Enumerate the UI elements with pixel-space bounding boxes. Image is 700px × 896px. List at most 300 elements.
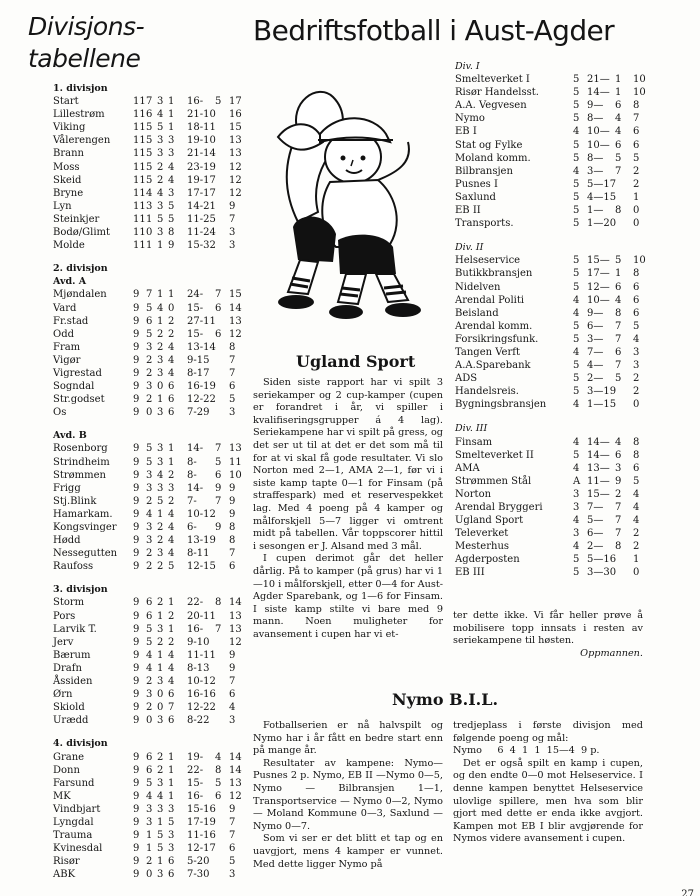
table-cell: 2 bbox=[615, 488, 622, 500]
table-cell: 0 bbox=[633, 205, 640, 217]
table-cell: 9-10 bbox=[187, 636, 210, 648]
table-cell: 4 bbox=[573, 399, 580, 411]
table-cell: 0 bbox=[157, 381, 164, 393]
table-row bbox=[53, 714, 248, 727]
team-name: Strømmen bbox=[53, 469, 106, 481]
table-cell: A bbox=[573, 475, 581, 487]
table-cell: 6 bbox=[615, 449, 622, 461]
team-name: Nessegutten bbox=[53, 548, 118, 560]
table-cell: 4 bbox=[157, 790, 164, 802]
table-cell: 12-22 bbox=[187, 702, 216, 714]
table-cell: 2 bbox=[157, 561, 164, 573]
team-name: Finsam bbox=[455, 436, 493, 448]
league-heading: Avd. B bbox=[53, 430, 87, 442]
table-cell: 9 bbox=[133, 777, 140, 789]
table-cell: 11-24 bbox=[187, 227, 216, 239]
table-row bbox=[455, 307, 650, 320]
table-cell: 13 bbox=[229, 623, 242, 635]
table-row bbox=[53, 367, 248, 380]
table-cell: 2 bbox=[146, 676, 153, 688]
table-cell: 5 bbox=[229, 394, 236, 406]
table-cell: 7-29 bbox=[187, 407, 210, 419]
table-cell: 9 bbox=[133, 394, 140, 406]
league-block bbox=[53, 583, 248, 727]
nymo-paragraph: Fotballserien er nå halvspilt og Nymo har i år fått en bedre start enn på mange år. bbox=[253, 720, 443, 757]
table-cell: 9 bbox=[215, 482, 222, 494]
league-block bbox=[53, 262, 248, 419]
table-cell: 5 bbox=[633, 475, 640, 487]
table-cell: 6 bbox=[615, 100, 622, 112]
team-name: Risør Handelsst. bbox=[455, 87, 539, 99]
team-name: Os bbox=[53, 407, 67, 419]
table-cell: 11 bbox=[133, 240, 146, 252]
table-cell: 2 bbox=[157, 341, 164, 353]
table-row bbox=[455, 294, 650, 307]
table-cell: 2 bbox=[633, 528, 640, 540]
table-cell: 8 bbox=[633, 268, 640, 280]
table-cell: 3 bbox=[229, 869, 236, 881]
team-name: Vard bbox=[53, 302, 77, 314]
table-cell: 21— bbox=[587, 74, 610, 86]
table-cell: 9 bbox=[229, 482, 236, 494]
table-row bbox=[53, 777, 248, 790]
team-name: Åssiden bbox=[53, 676, 93, 688]
table-cell: 5 bbox=[168, 200, 175, 212]
table-row bbox=[53, 174, 248, 187]
table-cell: 4 bbox=[615, 126, 622, 138]
table-cell: 5 bbox=[573, 373, 580, 385]
table-cell: 1 bbox=[168, 109, 175, 121]
table-cell: 3 bbox=[573, 488, 580, 500]
table-cell: 13 bbox=[229, 777, 242, 789]
table-cell: 7 bbox=[615, 515, 622, 527]
table-cell: 11 bbox=[133, 135, 146, 147]
table-cell: 8 bbox=[633, 100, 640, 112]
ugland-paragraph: ter dette ikke. Vi får heller prøve å mobilisere topp innsats i resten av seriekampene til høsten. bbox=[453, 610, 643, 647]
table-cell: 5 bbox=[215, 456, 222, 468]
table-cell: 9 bbox=[133, 561, 140, 573]
table-row bbox=[53, 868, 248, 881]
table-row bbox=[53, 226, 248, 239]
table-cell: 9 bbox=[229, 803, 236, 815]
table-cell: 1 bbox=[168, 751, 175, 763]
table-cell: 3 bbox=[615, 462, 622, 474]
table-cell: 5 bbox=[615, 255, 622, 267]
table-cell: 2 bbox=[168, 636, 175, 648]
table-cell: 5 bbox=[573, 255, 580, 267]
table-cell: 5 bbox=[573, 113, 580, 125]
table-cell: 14— bbox=[587, 87, 610, 99]
nymo-paragraph: tredjeplass i første divisjon med følgende poeng og mål: bbox=[453, 720, 643, 744]
table-cell: 9 bbox=[133, 381, 140, 393]
table-row bbox=[53, 456, 248, 469]
team-name: Frigg bbox=[53, 482, 81, 494]
table-cell: 7 bbox=[215, 289, 222, 301]
division-block bbox=[455, 60, 650, 230]
table-cell: 6 bbox=[633, 281, 640, 293]
table-cell: 5 bbox=[573, 333, 580, 345]
table-cell: 4 bbox=[615, 294, 622, 306]
table-cell: 9 bbox=[133, 407, 140, 419]
table-row bbox=[455, 398, 650, 411]
table-cell: 6 bbox=[229, 561, 236, 573]
table-cell: 2 bbox=[157, 535, 164, 547]
table-cell: 9 bbox=[229, 649, 236, 661]
table-cell: 15 bbox=[229, 289, 242, 301]
team-name: Moland komm. bbox=[455, 152, 531, 164]
table-cell: 3 bbox=[157, 227, 164, 239]
table-row bbox=[53, 790, 248, 803]
table-cell: 5 bbox=[168, 816, 175, 828]
table-cell: 9 bbox=[133, 522, 140, 533]
table-cell: 7 bbox=[615, 333, 622, 345]
table-cell: 3 bbox=[146, 200, 153, 212]
table-cell: 8- bbox=[187, 456, 197, 468]
table-row bbox=[455, 112, 650, 125]
table-cell: 4 bbox=[168, 508, 175, 520]
team-name: EB III bbox=[455, 567, 485, 579]
nymo-text-col2 bbox=[453, 720, 643, 846]
table-cell: 4 bbox=[168, 535, 175, 547]
table-cell: 13— bbox=[587, 462, 610, 474]
table-cell: 4 bbox=[168, 548, 175, 560]
table-cell: 5 bbox=[157, 830, 164, 842]
table-cell: 2 bbox=[633, 386, 640, 398]
table-cell: 4 bbox=[633, 515, 640, 527]
team-name: EB I bbox=[455, 126, 477, 138]
table-cell: 17-17 bbox=[187, 187, 216, 199]
table-cell: 1 bbox=[157, 610, 164, 622]
table-cell: 3—19 bbox=[587, 386, 617, 398]
table-cell: 7 bbox=[615, 502, 622, 513]
table-cell: 1 bbox=[615, 74, 622, 86]
table-row bbox=[455, 488, 650, 501]
table-row bbox=[53, 596, 248, 609]
table-row bbox=[53, 95, 248, 108]
table-cell: 6 bbox=[146, 597, 153, 609]
table-cell: 9 bbox=[133, 456, 140, 468]
table-row bbox=[455, 333, 650, 346]
team-name: Helseservice bbox=[455, 255, 521, 267]
table-cell: 6 bbox=[168, 689, 175, 701]
table-cell: 3 bbox=[229, 240, 236, 252]
table-cell: 1 bbox=[633, 554, 640, 566]
table-cell: 3 bbox=[157, 200, 164, 212]
table-cell: 1— bbox=[587, 205, 604, 217]
team-name: Storm bbox=[53, 597, 85, 609]
team-name: A.A.Sparebank bbox=[455, 360, 531, 372]
table-cell: 8— bbox=[587, 152, 604, 164]
table-cell: 6— bbox=[587, 528, 604, 540]
table-cell: 21-10 bbox=[187, 109, 216, 121]
table-cell: 15- bbox=[187, 777, 204, 789]
table-cell: 12 bbox=[229, 174, 242, 186]
table-cell: 9 bbox=[133, 764, 140, 776]
table-cell: 3 bbox=[633, 346, 640, 358]
nymo-heading: Nymo B.I.L. bbox=[392, 690, 499, 709]
table-cell: 2 bbox=[168, 610, 175, 622]
team-name: Jerv bbox=[53, 636, 74, 648]
table-cell: 1 bbox=[157, 240, 164, 252]
table-cell: 4 bbox=[215, 751, 222, 763]
table-cell: 6 bbox=[615, 346, 622, 358]
table-row bbox=[455, 385, 650, 398]
table-cell: 6 bbox=[229, 843, 236, 855]
table-cell: 9— bbox=[587, 307, 604, 319]
table-cell: 7 bbox=[229, 816, 236, 828]
table-cell: 9 bbox=[133, 289, 140, 301]
league-block bbox=[53, 429, 248, 573]
team-name: Vigrestad bbox=[53, 367, 102, 379]
ugland-signature: Oppmannen. bbox=[580, 647, 643, 659]
table-cell: 5 bbox=[157, 213, 164, 225]
table-cell: 12 bbox=[229, 161, 242, 173]
table-cell: 6 bbox=[146, 109, 153, 121]
team-name: Strømmen Stål bbox=[455, 475, 532, 487]
table-cell: 3 bbox=[633, 360, 640, 372]
table-cell: 5 bbox=[573, 178, 580, 190]
team-name: Fram bbox=[53, 341, 81, 353]
table-cell: 5 bbox=[146, 122, 153, 134]
table-cell: 2 bbox=[157, 522, 164, 533]
table-cell: 5 bbox=[573, 268, 580, 280]
table-cell: 3 bbox=[229, 227, 236, 239]
table-cell: 2 bbox=[146, 354, 153, 366]
table-cell: 1 bbox=[157, 508, 164, 520]
team-name: Rosenborg bbox=[53, 443, 108, 455]
table-cell: 5 bbox=[146, 777, 153, 789]
table-cell: 6 bbox=[633, 307, 640, 319]
team-name: Norton bbox=[455, 488, 492, 500]
table-cell: 16-19 bbox=[187, 381, 216, 393]
table-cell: 1 bbox=[168, 764, 175, 776]
table-cell: 3 bbox=[157, 548, 164, 560]
table-cell: 6 bbox=[215, 469, 222, 481]
table-cell: 9 bbox=[133, 649, 140, 661]
table-cell: 9 bbox=[133, 803, 140, 815]
table-cell: 4 bbox=[229, 702, 236, 714]
table-cell: 12-17 bbox=[187, 843, 216, 855]
table-cell: 11 bbox=[133, 161, 146, 173]
table-cell: 4—15 bbox=[587, 191, 617, 203]
table-cell: 6 bbox=[615, 139, 622, 151]
table-cell: 15 bbox=[229, 122, 242, 134]
table-cell: 7— bbox=[587, 502, 604, 513]
table-row bbox=[455, 475, 650, 488]
table-cell: 1 bbox=[168, 597, 175, 609]
table-cell: 9 bbox=[133, 790, 140, 802]
table-cell: 2 bbox=[146, 702, 153, 714]
table-row bbox=[455, 540, 650, 553]
table-cell: 8-13 bbox=[187, 662, 210, 674]
table-cell: 8 bbox=[168, 227, 175, 239]
table-cell: 8-17 bbox=[187, 367, 210, 379]
team-name: Str.godset bbox=[53, 394, 105, 406]
team-name: Lyn bbox=[53, 200, 72, 212]
table-cell: 4 bbox=[146, 508, 153, 520]
table-cell: 10-12 bbox=[187, 508, 216, 520]
table-row bbox=[455, 73, 650, 86]
table-cell: 3 bbox=[146, 469, 153, 481]
team-name: EB II bbox=[455, 205, 481, 217]
table-cell: 15— bbox=[587, 255, 610, 267]
table-row bbox=[53, 302, 248, 315]
table-cell: 19-10 bbox=[187, 135, 216, 147]
team-name: Arendal Politi bbox=[455, 294, 525, 306]
section-title-line2: tabellene bbox=[28, 44, 141, 73]
table-cell: 7 bbox=[229, 676, 236, 688]
table-row bbox=[455, 566, 650, 579]
table-cell: 3 bbox=[157, 135, 164, 147]
table-cell: 12-22 bbox=[187, 394, 216, 406]
team-name: Mesterhus bbox=[455, 541, 510, 553]
table-cell: 5 bbox=[573, 567, 580, 579]
table-row bbox=[53, 341, 248, 354]
team-name: Kvinesdal bbox=[53, 843, 103, 855]
table-row bbox=[455, 462, 650, 475]
table-cell: 6 bbox=[168, 394, 175, 406]
team-name: Arendal komm. bbox=[455, 320, 533, 332]
table-cell: 4 bbox=[157, 109, 164, 121]
table-row bbox=[455, 254, 650, 267]
table-cell: 4 bbox=[157, 302, 164, 314]
team-name: AMA bbox=[455, 462, 480, 474]
table-row bbox=[455, 267, 650, 280]
table-cell: 3—30 bbox=[587, 567, 617, 579]
table-cell: 2— bbox=[587, 373, 604, 385]
team-name: Sogndal bbox=[53, 381, 95, 393]
table-cell: 6 bbox=[633, 126, 640, 138]
table-row bbox=[455, 320, 650, 333]
table-cell: 12 bbox=[229, 187, 242, 199]
table-cell: 5 bbox=[573, 100, 580, 112]
division-heading: Div. III bbox=[455, 423, 488, 435]
table-cell: 5 bbox=[573, 320, 580, 332]
table-cell: 9 bbox=[133, 535, 140, 547]
table-cell: 5—16 bbox=[587, 554, 617, 566]
table-cell: 5 bbox=[573, 281, 580, 293]
team-name: Arendal Bryggeri bbox=[455, 502, 543, 513]
table-cell: 10-12 bbox=[187, 676, 216, 688]
team-name: Odd bbox=[53, 328, 75, 340]
table-cell: 9 bbox=[133, 443, 140, 455]
table-cell: 6 bbox=[215, 790, 222, 802]
table-cell: 2 bbox=[168, 315, 175, 327]
table-cell: 4 bbox=[168, 522, 175, 533]
table-cell: 8- bbox=[187, 469, 197, 481]
table-cell: 5 bbox=[146, 174, 153, 186]
table-cell: 12— bbox=[587, 281, 610, 293]
team-name: Risør bbox=[53, 856, 80, 868]
team-name: Bygningsbransjen bbox=[455, 399, 547, 411]
table-cell: 14 bbox=[229, 751, 242, 763]
team-name: Hødd bbox=[53, 535, 81, 547]
team-name: Molde bbox=[53, 240, 85, 252]
table-row bbox=[455, 449, 650, 462]
table-cell: 5—17 bbox=[587, 178, 617, 190]
table-cell: 6 bbox=[615, 281, 622, 293]
table-cell: 7 bbox=[146, 96, 153, 108]
table-cell: 6 bbox=[229, 689, 236, 701]
table-cell: 9 bbox=[133, 610, 140, 622]
table-cell: 9 bbox=[133, 816, 140, 828]
team-name: Tangen Verft bbox=[455, 346, 520, 358]
table-cell: 16- bbox=[187, 96, 204, 108]
table-cell: 16- bbox=[187, 623, 204, 635]
table-cell: 4 bbox=[573, 515, 580, 527]
table-cell: 6 bbox=[229, 381, 236, 393]
table-cell: 3 bbox=[157, 623, 164, 635]
table-cell: 6 bbox=[146, 751, 153, 763]
table-cell: 3 bbox=[157, 676, 164, 688]
table-cell: 23-19 bbox=[187, 161, 216, 173]
table-cell: 1 bbox=[157, 662, 164, 674]
table-cell: 9 bbox=[133, 751, 140, 763]
table-cell: 9 bbox=[133, 676, 140, 688]
table-cell: 8-11 bbox=[187, 548, 210, 560]
table-cell: 5 bbox=[573, 191, 580, 203]
table-cell: 11-16 bbox=[187, 830, 216, 842]
table-cell: 7 bbox=[229, 548, 236, 560]
table-row bbox=[53, 636, 248, 649]
table-cell: 27-11 bbox=[187, 315, 216, 327]
team-name: Strindheim bbox=[53, 456, 110, 468]
team-name: Larvik T. bbox=[53, 623, 97, 635]
team-name: Ugland Sport bbox=[455, 515, 524, 527]
table-cell: 3— bbox=[587, 333, 604, 345]
team-name: Televerket bbox=[455, 528, 509, 540]
table-cell: 1 bbox=[168, 777, 175, 789]
team-name: Start bbox=[53, 96, 79, 108]
team-name: Raufoss bbox=[53, 561, 94, 573]
table-cell: 1 bbox=[168, 122, 175, 134]
nymo-text-col1 bbox=[253, 720, 443, 871]
table-cell: 7 bbox=[229, 213, 236, 225]
table-row bbox=[53, 406, 248, 419]
table-cell: 2 bbox=[633, 178, 640, 190]
table-row bbox=[53, 701, 248, 714]
table-cell: 14- bbox=[187, 482, 204, 494]
table-cell: 19- bbox=[187, 751, 204, 763]
team-name: Skiold bbox=[53, 702, 85, 714]
table-cell: 3 bbox=[146, 482, 153, 494]
table-cell: 7 bbox=[146, 289, 153, 301]
table-row bbox=[455, 346, 650, 359]
table-cell: 6 bbox=[215, 302, 222, 314]
table-cell: 9 bbox=[133, 662, 140, 674]
table-cell: 9— bbox=[587, 100, 604, 112]
table-cell: 3 bbox=[146, 535, 153, 547]
table-row bbox=[53, 239, 248, 252]
nymo-paragraph: Som vi ser er det blitt et tap og en uavgjort, mens 4 kamper er vunnet. Med dette ligger Nymo på bbox=[253, 833, 443, 870]
team-name: Brann bbox=[53, 148, 84, 160]
table-row bbox=[455, 281, 650, 294]
table-cell: 4 bbox=[168, 161, 175, 173]
table-cell: 8 bbox=[615, 205, 622, 217]
table-cell: 1 bbox=[168, 623, 175, 635]
team-name: Smelteverket II bbox=[455, 449, 534, 461]
table-cell: 13-14 bbox=[187, 341, 216, 353]
table-row bbox=[53, 662, 248, 675]
table-cell: 3 bbox=[146, 803, 153, 815]
table-cell: 4 bbox=[168, 341, 175, 353]
table-cell: 3 bbox=[146, 381, 153, 393]
table-cell: 11 bbox=[133, 122, 146, 134]
table-cell: 9 bbox=[133, 367, 140, 379]
table-cell: 2 bbox=[168, 328, 175, 340]
table-cell: 9 bbox=[133, 830, 140, 842]
table-cell: 5 bbox=[168, 213, 175, 225]
